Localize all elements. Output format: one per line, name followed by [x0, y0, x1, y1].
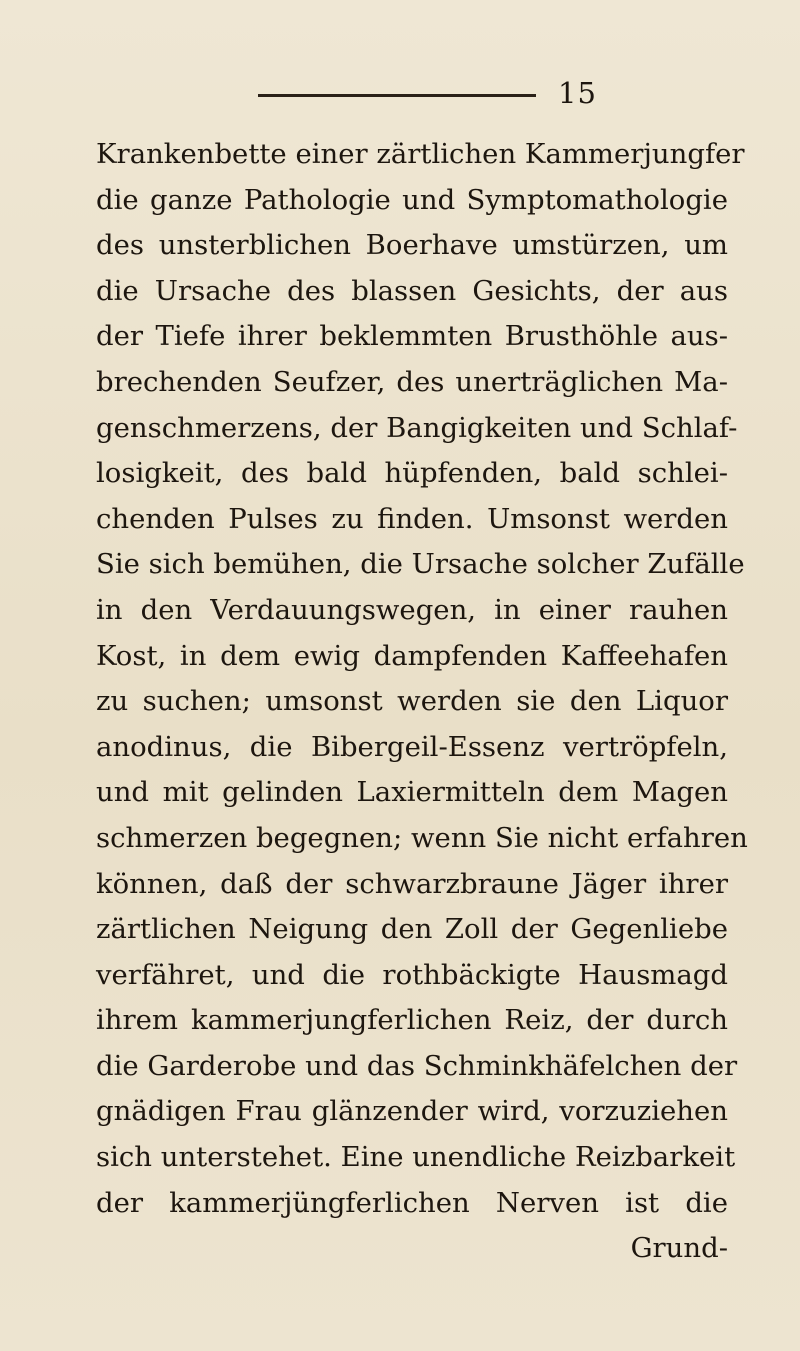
text-line: anodinus, die Bibergeil-Essenz vertröpfeln,: [96, 730, 728, 763]
text-line: Sie sich bemühen, die Ursache solcher Zufälle: [96, 548, 745, 581]
text-line: die Garderobe und das Schminkhäfelchen der: [96, 1049, 738, 1082]
text-line: brechenden Seufzer, des unerträglichen Ma-: [96, 365, 728, 398]
text-line: die ganze Pathologie und Symptomathologie: [96, 183, 728, 216]
text-line: zärtlichen Neigung den Zoll der Gegenliebe: [96, 913, 728, 946]
text-line: und mit gelinden Laxiermitteln dem Magen: [96, 776, 728, 809]
text-line: der Tiefe ihrer beklemmten Brusthöhle aus-: [96, 320, 728, 353]
text-line: gnädigen Frau glänzender wird, vorzuziehen: [96, 1095, 728, 1128]
text-line: können, daß der schwarzbraune Jäger ihrer: [96, 867, 728, 900]
text-line: zu suchen; umsonst werden sie den Liquor: [96, 685, 728, 718]
body-text: [96, 132, 748, 1272]
catchword: Grund-: [630, 1232, 728, 1265]
text-line: schmerzen begegnen; wenn Sie nicht erfahren: [96, 821, 748, 854]
text-line: Krankenbette einer zärtlichen Kammerjungfer: [96, 138, 745, 170]
text-line: Kost, in dem ewig dampfenden Kaffeehafen: [96, 639, 728, 672]
text-line: ihrem kammerjungferlichen Reiz, der durch: [96, 1004, 728, 1037]
text-line: sich unterstehet. Eine unendliche Reizbarkeit: [96, 1141, 736, 1174]
text-line: des unsterblichen Boerhave umstürzen, um: [96, 229, 728, 262]
text-line: die Ursache des blassen Gesichts, der aus: [96, 274, 728, 307]
page-number: 15: [558, 76, 597, 110]
text-line: in den Verdauungswegen, in einer rauhen: [96, 593, 728, 626]
text-line: chenden Pulses zu finden. Umsonst werden: [96, 502, 728, 535]
header-rule: [258, 94, 536, 97]
text-line: losigkeit, des bald hüpfenden, bald schlei-: [96, 457, 728, 490]
text-line: verfähret, und die rothbäckigte Hausmagd: [96, 958, 728, 991]
text-line: der kammerjüngferlichen Nerven ist die: [96, 1186, 728, 1219]
text-line: genschmerzens, der Bangigkeiten und Schlaf-: [96, 411, 738, 444]
